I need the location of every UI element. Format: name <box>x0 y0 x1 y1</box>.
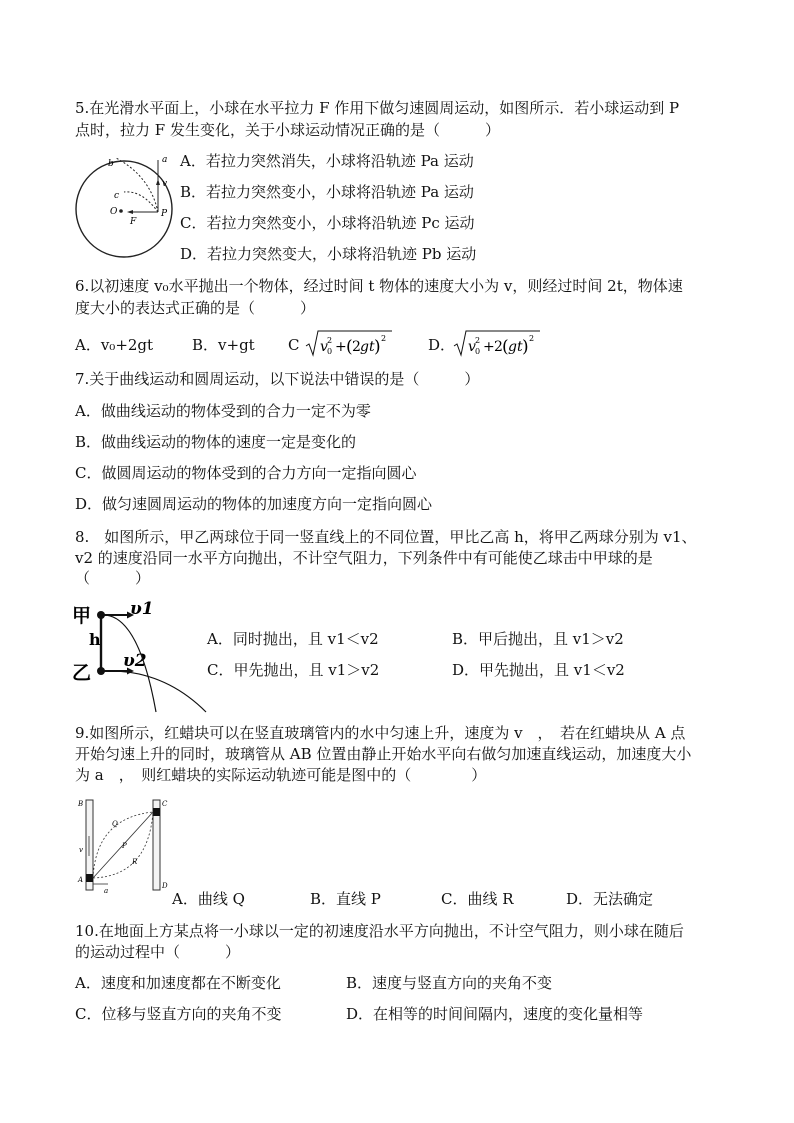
label-v: v <box>79 846 83 854</box>
q5-option-d: D．若拉力突然变大，小球将沿轨迹 Pb 运动 <box>180 245 477 263</box>
label-A: A <box>78 876 84 884</box>
q10-stem-line1: 10.在地面上方某点将一小球以一定的初速度沿水平方向抛出，不计空气阻力，则小球在随后 <box>75 922 684 940</box>
q8-projectile-figure <box>70 596 210 714</box>
q5-option-a: A．若拉力突然消失，小球将沿轨迹 Pa 运动 <box>180 152 474 170</box>
svg-text:): ) <box>374 337 381 357</box>
svg-text:0: 0 <box>327 347 333 356</box>
svg-text:+: + <box>335 339 347 355</box>
svg-text:0: 0 <box>475 347 481 356</box>
q9-stem-line1: 9.如图所示，红蜡块可以在竖直玻璃管内的水中匀速上升，速度为 v ， 若在红蜡块从 A 点 <box>75 724 686 742</box>
q6-option-d-formula <box>452 326 542 360</box>
q5-stem-line2: 点时，拉力 F 发生变化，关于小球运动情况正确的是（ ） <box>75 121 500 139</box>
q9-option-d: D．无法确定 <box>566 890 654 908</box>
q5-option-c: C．若拉力突然变小，小球将沿轨迹 Pc 运动 <box>180 214 475 232</box>
label-v1: υ1 <box>130 599 154 619</box>
q6-stem-line2: 度大小的表达式正确的是（ ） <box>75 299 316 317</box>
q10-stem-line2: 的运动过程中（ ） <box>75 943 241 961</box>
svg-text:2: 2 <box>475 336 481 345</box>
label-C: C <box>162 800 168 808</box>
path-b <box>116 158 158 212</box>
q7-option-c: C．做圆周运动的物体受到的合力方向一定指向圆心 <box>75 464 417 482</box>
q7-option-d: D．做匀速圆周运动的物体的加速度方向一定指向圆心 <box>75 495 433 513</box>
q10-option-d: D．在相等的时间间隔内，速度的变化量相等 <box>346 1005 644 1023</box>
q9-option-a: A．曲线 Q <box>172 890 245 908</box>
path-c <box>124 192 158 212</box>
q8-option-b: B．甲后抛出，且 v1＞v2 <box>452 630 624 648</box>
q7-option-b: B．做曲线运动的物体的速度一定是变化的 <box>75 433 357 451</box>
svg-text:(: ( <box>346 337 353 357</box>
svg-text:): ) <box>522 337 529 357</box>
q8-stem-line1: 8. 如图所示，甲乙两球位于同一竖直线上的不同位置，甲比乙高 h，将甲乙两球分别为 v1、 <box>75 528 697 546</box>
center-dot <box>119 209 123 213</box>
label-yi: 乙 <box>72 662 92 684</box>
q9-option-b: B．直线 P <box>310 890 381 908</box>
q9-option-c: C．曲线 R <box>441 890 514 908</box>
label-P: P <box>161 209 168 219</box>
q6-option-c-label: C <box>288 336 300 354</box>
q8-stem-line2: v2 的速度沿同一水平方向抛出，不计空气阻力，下列条件中有可能使乙球击中甲球的是 <box>75 549 653 567</box>
wax-block-start <box>86 874 93 882</box>
trajectory-yi <box>101 671 206 712</box>
q6-stem-line1: 6.以初速度 v₀水平抛出一个物体，经过时间 t 物体的速度大小为 v，则经过时间 2t，物体速 <box>75 277 683 295</box>
velocity-arrowhead <box>156 179 160 185</box>
label-c: c <box>114 191 120 201</box>
label-B: B <box>78 800 84 808</box>
label-jia: 甲 <box>72 605 92 627</box>
svg-text:v: v <box>320 339 328 355</box>
label-a: a <box>104 887 109 895</box>
label-h: h <box>89 630 101 649</box>
label-v2: υ2 <box>123 651 147 671</box>
q6-option-d-label: D． <box>428 336 456 354</box>
q10-option-a: A．速度和加速度都在不断变化 <box>75 974 281 992</box>
svg-text:2: 2 <box>352 339 361 355</box>
svg-text:gt: gt <box>508 339 523 355</box>
force-arrowhead <box>127 210 133 214</box>
label-b: b <box>108 159 114 169</box>
label-O: O <box>110 207 118 217</box>
svg-text:v: v <box>468 339 476 355</box>
q6-option-c-formula <box>304 326 394 360</box>
q9-stem-line3: 为 a ， 则红蜡块的实际运动轨迹可能是图中的（ ） <box>75 766 487 784</box>
svg-text:2: 2 <box>494 339 503 355</box>
q6-option-b: B．v+gt <box>192 336 255 354</box>
q7-stem: 7.关于曲线运动和圆周运动，以下说法中错误的是（ ） <box>75 370 480 388</box>
q5-stem-line1: 5.在光滑水平面上，小球在水平拉力 F 作用下做匀速圆周运动，如图所示．若小球运动到 P <box>75 99 680 117</box>
wax-block-end <box>153 808 160 816</box>
q10-option-c: C．位移与竖直方向的夹角不变 <box>75 1005 282 1023</box>
q8-stem-line3: （ ） <box>75 569 151 587</box>
svg-text:2: 2 <box>529 334 535 343</box>
q6-option-a: A．v₀+2gt <box>75 336 154 354</box>
svg-text:gt: gt <box>360 339 375 355</box>
svg-text:2: 2 <box>381 334 387 343</box>
q9-glass-tube-figure <box>76 796 172 896</box>
label-v: v <box>162 179 168 189</box>
svg-text:2: 2 <box>327 336 333 345</box>
svg-text:(: ( <box>502 337 509 357</box>
label-a: a <box>162 155 168 165</box>
q5-circle-figure <box>72 152 182 260</box>
q8-option-d: D．甲先抛出，且 v1＜v2 <box>452 661 625 679</box>
label-D: D <box>162 882 168 890</box>
label-P: P <box>122 842 127 850</box>
q8-option-a: A．同时抛出，且 v1＜v2 <box>207 630 379 648</box>
q5-option-b: B．若拉力突然变小，小球将沿轨迹 Pa 运动 <box>180 183 474 201</box>
label-F: F <box>130 217 137 227</box>
label-Q: Q <box>112 820 118 828</box>
q8-option-c: C．甲先抛出，且 v1＞v2 <box>207 661 380 679</box>
q9-stem-line2: 开始匀速上升的同时，玻璃管从 AB 位置由静止开始水平向右做匀加速直线运动，加速度大小 <box>75 745 692 763</box>
q7-option-a: A．做曲线运动的物体受到的合力一定不为零 <box>75 402 371 420</box>
svg-text:+: + <box>483 339 495 355</box>
q10-option-b: B．速度与竖直方向的夹角不变 <box>346 974 553 992</box>
label-R: R <box>132 858 138 866</box>
